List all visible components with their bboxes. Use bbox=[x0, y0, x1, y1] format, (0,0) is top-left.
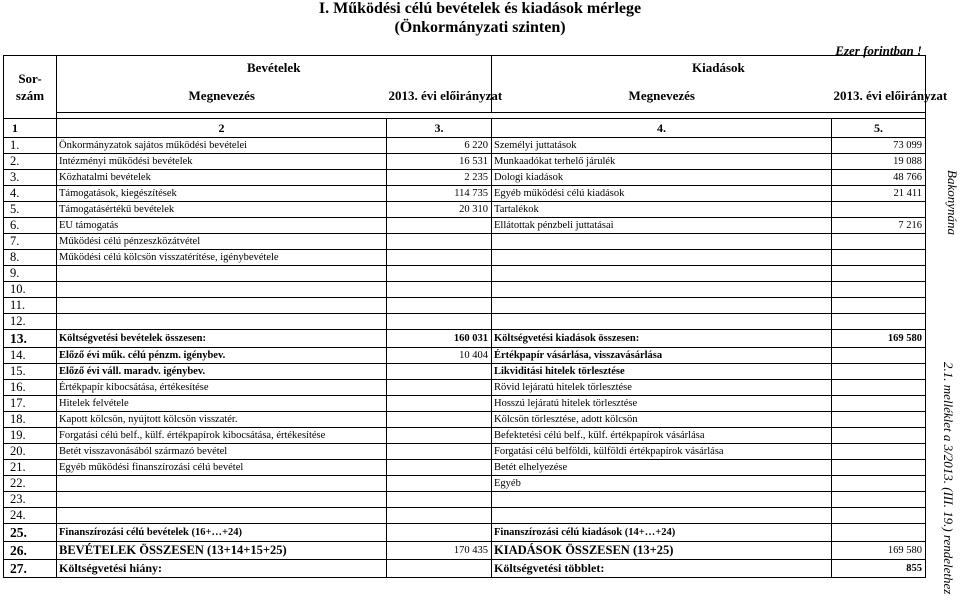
expense-label: KIADÁSOK ÖSSZESEN (13+25) bbox=[492, 542, 832, 560]
expense-label: Költségvetési kiadások összesen: bbox=[492, 330, 832, 348]
expense-amount: 855 bbox=[832, 560, 926, 578]
table-row bbox=[4, 412, 926, 428]
revenue-label: Támogatásértékű bevételek bbox=[57, 202, 387, 218]
revenue-amount bbox=[387, 364, 492, 380]
expense-label bbox=[492, 508, 832, 524]
row-number: 14. bbox=[4, 348, 57, 364]
revenue-label: EU támogatás bbox=[57, 218, 387, 234]
expense-label bbox=[492, 298, 832, 314]
row-number: 8. bbox=[4, 250, 57, 266]
expense-amount bbox=[832, 234, 926, 250]
expense-amount: 19 088 bbox=[832, 154, 926, 170]
revenue-amount: 114 735 bbox=[387, 186, 492, 202]
title-line-1: I. Működési célú bevételek és kiadások mérlege bbox=[318, 0, 642, 17]
expense-label bbox=[492, 250, 832, 266]
revenue-amount: 170 435 bbox=[387, 542, 492, 560]
expense-amount bbox=[832, 428, 926, 444]
revenue-label bbox=[57, 298, 387, 314]
revenue-amount: 2 235 bbox=[387, 170, 492, 186]
table-row bbox=[4, 282, 926, 298]
row-number: 16. bbox=[4, 380, 57, 396]
revenue-amount bbox=[387, 412, 492, 428]
revenue-label: Működési célú pénzeszközátvétel bbox=[57, 234, 387, 250]
header-megnevezes-exp: Megnevezés bbox=[492, 80, 832, 113]
revenue-amount: 10 404 bbox=[387, 348, 492, 364]
header-sorszam-line1: Sor- bbox=[18, 71, 42, 86]
revenue-amount bbox=[387, 314, 492, 330]
table-row bbox=[4, 348, 926, 364]
revenue-label: Intézményi működési bevételek bbox=[57, 154, 387, 170]
table-row bbox=[4, 428, 926, 444]
revenue-label: Egyéb működési finanszírozási célú bevétel bbox=[57, 460, 387, 476]
revenue-amount bbox=[387, 524, 492, 542]
expense-amount bbox=[832, 282, 926, 298]
row-number: 15. bbox=[4, 364, 57, 380]
revenue-label: Forgatási célú belf., külf. értékpapírok kibocsátása, értékesítése bbox=[57, 428, 387, 444]
expense-label: Munkaadókat terhelő járulék bbox=[492, 154, 832, 170]
row-number: 12. bbox=[4, 314, 57, 330]
revenue-label bbox=[57, 508, 387, 524]
expense-amount bbox=[832, 202, 926, 218]
expense-label: Személyi juttatások bbox=[492, 138, 832, 154]
table-row bbox=[4, 364, 926, 380]
header-eloiranyzat-rev: 2013. évi előirányzat bbox=[387, 80, 492, 113]
table-row bbox=[4, 250, 926, 266]
revenue-label bbox=[57, 282, 387, 298]
revenue-amount bbox=[387, 298, 492, 314]
expense-amount: 73 099 bbox=[832, 138, 926, 154]
expense-amount: 21 411 bbox=[832, 186, 926, 202]
expense-label: Egyéb működési célú kiadások bbox=[492, 186, 832, 202]
revenue-amount bbox=[387, 218, 492, 234]
row-number: 23. bbox=[4, 492, 57, 508]
revenue-label: Támogatások, kiegészítések bbox=[57, 186, 387, 202]
revenue-label: BEVÉTELEK ÖSSZESEN (13+14+15+25) bbox=[57, 542, 387, 560]
expense-amount bbox=[832, 250, 926, 266]
expense-label bbox=[492, 492, 832, 508]
expense-amount: 169 580 bbox=[832, 542, 926, 560]
page-title bbox=[0, 0, 960, 37]
table-row bbox=[4, 524, 926, 542]
header-row-group bbox=[4, 56, 926, 81]
revenue-amount bbox=[387, 266, 492, 282]
revenue-amount bbox=[387, 560, 492, 578]
revenue-label: Betét visszavonásából származó bevétel bbox=[57, 444, 387, 460]
revenue-label: Működési célú kölcsön visszatérítése, igénybevétele bbox=[57, 250, 387, 266]
expense-amount: 48 766 bbox=[832, 170, 926, 186]
revenue-amount bbox=[387, 396, 492, 412]
row-number: 19. bbox=[4, 428, 57, 444]
table-row bbox=[4, 396, 926, 412]
expense-amount bbox=[832, 508, 926, 524]
row-number: 11. bbox=[4, 298, 57, 314]
revenue-amount bbox=[387, 428, 492, 444]
balance-table bbox=[3, 55, 948, 578]
revenue-label bbox=[57, 492, 387, 508]
revenue-amount bbox=[387, 444, 492, 460]
revenue-label bbox=[57, 314, 387, 330]
expense-amount bbox=[832, 396, 926, 412]
expense-amount bbox=[832, 266, 926, 282]
row-number: 17. bbox=[4, 396, 57, 412]
expense-amount bbox=[832, 460, 926, 476]
expense-label: Finanszírozási célú kiadások (14+…+24) bbox=[492, 524, 832, 542]
row-number: 26. bbox=[4, 542, 57, 560]
revenue-label: Költségvetési hiány: bbox=[57, 560, 387, 578]
table-row bbox=[4, 186, 926, 202]
table-row bbox=[4, 380, 926, 396]
expense-label: Hosszú lejáratú hitelek törlesztése bbox=[492, 396, 832, 412]
col-num-3: 3. bbox=[387, 119, 492, 138]
row-number: 10. bbox=[4, 282, 57, 298]
expense-label bbox=[492, 266, 832, 282]
expense-label: Befektetési célú belf., külf. értékpapírok vásárlása bbox=[492, 428, 832, 444]
expense-label: Értékpapír vásárlása, visszavásárlása bbox=[492, 348, 832, 364]
row-number: 21. bbox=[4, 460, 57, 476]
table-row bbox=[4, 314, 926, 330]
revenue-label: Közhatalmi bevételek bbox=[57, 170, 387, 186]
expense-label: Ellátottak pénzbeli juttatásai bbox=[492, 218, 832, 234]
table-row bbox=[4, 444, 926, 460]
header-row-names bbox=[4, 80, 926, 113]
col-num-4: 4. bbox=[492, 119, 832, 138]
expense-label: Rövid lejáratú hitelek törlesztése bbox=[492, 380, 832, 396]
expense-amount bbox=[832, 314, 926, 330]
row-number: 18. bbox=[4, 412, 57, 428]
expense-amount bbox=[832, 380, 926, 396]
expense-label bbox=[492, 234, 832, 250]
table-row bbox=[4, 154, 926, 170]
table-row bbox=[4, 542, 926, 560]
revenue-label: Előző évi műk. célú pénzm. igénybev. bbox=[57, 348, 387, 364]
table-row bbox=[4, 330, 926, 348]
row-number: 25. bbox=[4, 524, 57, 542]
revenue-label: Hitelek felvétele bbox=[57, 396, 387, 412]
revenue-label bbox=[57, 266, 387, 282]
revenue-label: Kapott kölcsön, nyújtott kölcsön visszatér. bbox=[57, 412, 387, 428]
table-row bbox=[4, 202, 926, 218]
expense-amount bbox=[832, 444, 926, 460]
table-row bbox=[4, 476, 926, 492]
expense-amount bbox=[832, 476, 926, 492]
expense-amount bbox=[832, 298, 926, 314]
expense-label: Likviditási hitelek törlesztése bbox=[492, 364, 832, 380]
title-line-2: (Önkormányzati szinten) bbox=[394, 19, 566, 36]
header-bevetelek: Bevételek bbox=[57, 56, 492, 81]
expense-label: Tartalékok bbox=[492, 202, 832, 218]
table-row bbox=[4, 560, 926, 578]
expense-label: Kölcsön törlesztése, adott kölcsön bbox=[492, 412, 832, 428]
expense-amount bbox=[832, 524, 926, 542]
revenue-amount bbox=[387, 234, 492, 250]
header-sorszam-line2: szám bbox=[15, 88, 45, 103]
side-text-annex: 2.1. melléklet a 3/2013. (III. 19.) rendelethez bbox=[941, 362, 956, 595]
row-number: 27. bbox=[4, 560, 57, 578]
row-number: 4. bbox=[4, 186, 57, 202]
row-number: 24. bbox=[4, 508, 57, 524]
row-number: 13. bbox=[4, 330, 57, 348]
expense-label: Dologi kiadások bbox=[492, 170, 832, 186]
row-number: 6. bbox=[4, 218, 57, 234]
expense-label bbox=[492, 314, 832, 330]
expense-label: Betét elhelyezése bbox=[492, 460, 832, 476]
row-number: 5. bbox=[4, 202, 57, 218]
col-num-5: 5. bbox=[832, 119, 926, 138]
table-row bbox=[4, 234, 926, 250]
table-row bbox=[4, 170, 926, 186]
side-text-municipality: Bakonynána bbox=[945, 170, 960, 235]
revenue-label: Értékpapír kibocsátása, értékesítése bbox=[57, 380, 387, 396]
expense-label bbox=[492, 282, 832, 298]
col-num-1: 1 bbox=[4, 119, 57, 138]
revenue-label bbox=[57, 476, 387, 492]
expense-amount bbox=[832, 364, 926, 380]
row-number: 22. bbox=[4, 476, 57, 492]
row-number: 9. bbox=[4, 266, 57, 282]
header-sorszam bbox=[4, 56, 57, 119]
expense-amount bbox=[832, 348, 926, 364]
revenue-label: Előző évi váll. maradv. igénybev. bbox=[57, 364, 387, 380]
row-number: 20. bbox=[4, 444, 57, 460]
revenue-amount bbox=[387, 460, 492, 476]
revenue-label: Költségvetési bevételek összesen: bbox=[57, 330, 387, 348]
expense-amount bbox=[832, 412, 926, 428]
table-row bbox=[4, 508, 926, 524]
expense-label: Forgatási célú belföldi, külföldi értékpapírok vásárlása bbox=[492, 444, 832, 460]
revenue-amount bbox=[387, 380, 492, 396]
header-kiadasok: Kiadások bbox=[492, 56, 926, 81]
revenue-amount: 6 220 bbox=[387, 138, 492, 154]
unit-note: Ezer forintban ! bbox=[835, 43, 922, 58]
table-row bbox=[4, 298, 926, 314]
revenue-label: Finanszírozási célú bevételek (16+…+24) bbox=[57, 524, 387, 542]
table-row bbox=[4, 266, 926, 282]
header-row-colnums bbox=[4, 119, 926, 138]
header-megnevezes-rev: Megnevezés bbox=[57, 80, 387, 113]
table-row bbox=[4, 492, 926, 508]
col-num-2: 2 bbox=[57, 119, 387, 138]
revenue-amount bbox=[387, 282, 492, 298]
row-number: 1. bbox=[4, 138, 57, 154]
revenue-amount: 160 031 bbox=[387, 330, 492, 348]
table-row bbox=[4, 460, 926, 476]
revenue-amount: 20 310 bbox=[387, 202, 492, 218]
expense-amount: 169 580 bbox=[832, 330, 926, 348]
header-eloiranyzat-exp: 2013. évi előirányzat bbox=[832, 80, 926, 113]
revenue-amount: 16 531 bbox=[387, 154, 492, 170]
revenue-amount bbox=[387, 250, 492, 266]
expense-amount: 7 216 bbox=[832, 218, 926, 234]
row-number: 2. bbox=[4, 154, 57, 170]
revenue-label: Önkormányzatok sajátos működési bevételei bbox=[57, 138, 387, 154]
row-number: 3. bbox=[4, 170, 57, 186]
expense-label: Egyéb bbox=[492, 476, 832, 492]
expense-amount bbox=[832, 492, 926, 508]
revenue-amount bbox=[387, 508, 492, 524]
expense-label: Költségvetési többlet: bbox=[492, 560, 832, 578]
table-row bbox=[4, 218, 926, 234]
revenue-amount bbox=[387, 492, 492, 508]
table-row bbox=[4, 138, 926, 154]
revenue-amount bbox=[387, 476, 492, 492]
row-number: 7. bbox=[4, 234, 57, 250]
